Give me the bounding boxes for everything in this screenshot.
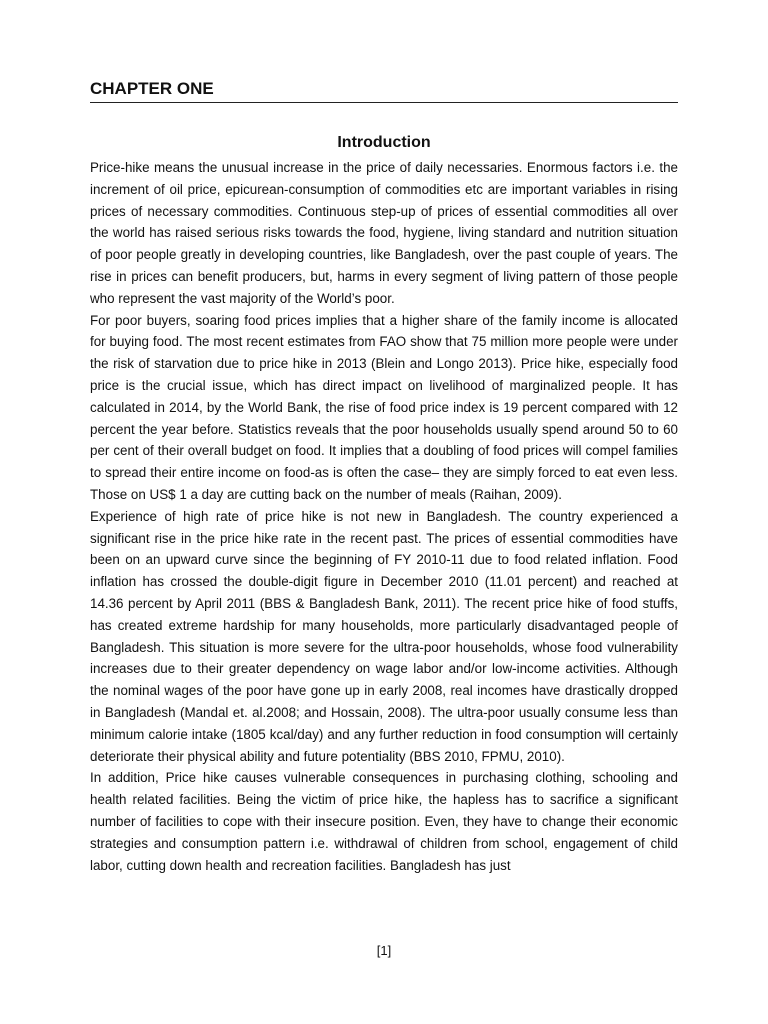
- paragraph-vulnerable-consequences: In addition, Price hike causes vulnerable consequences in purchasing clothing, schooling and health related facilities. Being the victim of price hike, the hapless has to sacrifice a significant number of facilities to cope with their insecure position. Even, they have to change their economic strategies and consumption pattern i.e. withdrawal of children from school, engagement of child labor, cutting down health and recreation facilities. Bangladesh has just: [90, 770, 678, 873]
- section-title: Introduction: [337, 134, 431, 151]
- chapter-heading: CHAPTER ONE: [90, 78, 678, 103]
- paragraph-price-hike-definition: Price-hike means the unusual increase in the price of daily necessaries. Enormous factors i.e. the increment of oil price, epicurean-consumption of commodities etc are important variables in rising prices of necessary commodities. Continuous step-up of prices of essential commodities all over the world has raised serious risks towards the food, hygiene, living standard and nutrition situation of poor people greatly in developing countries, like Bangladesh, over the past couple of years. The rise in prices can benefit producers, but, harms in every segment of living pattern of those people who represent the vast majority of the World’s poor.: [90, 160, 678, 306]
- paragraph-bangladesh-experience: Experience of high rate of price hike is not new in Bangladesh. The country experienced a significant rise in the price hike rate in the recent past. The prices of essential commodities have been on an upward curve since the beginning of FY 2010-11 due to food related inflation. Food inflation has crossed the double-digit figure in December 2010 (11.01 percent) and reached at 14.36 percent by April 2011 (BBS & Bangladesh Bank, 2011). The recent price hike of food stuffs, has created extreme hardship for many households, more particularly disadvantaged people of Bangladesh. This situation is more severe for the ultra-poor households, whose food vulnerability increases due to their greater dependency on wage labor and/or low-income activities. Although the nominal wages of the poor have gone up in early 2008, real incomes have drastically dropped in Bangladesh (Mandal et. al.2008; and Hossain, 2008). The ultra-poor usually consume less than minimum calorie intake (1805 kcal/day) and any further reduction in food consumption will certainly deteriorate their physical ability and future potentiality (BBS 2010, FPMU, 2010).: [90, 508, 678, 764]
- page-number: [1]: [376, 943, 392, 958]
- body-text: [90, 157, 678, 876]
- paragraph-poor-buyers: For poor buyers, soaring food prices implies that a higher share of the family income is allocated for buying food. The most recent estimates from FAO show that 75 million more people were under the risk of starvation due to price hike in 2013 (Blein and Longo 2013). Price hike, especially food price is the crucial issue, which has direct impact on livelihood of marginalized people. It has calculated in 2014, by the World Bank, the rise of food price index is 19 percent compared with 12 percent the year before. Statistics reveals that the poor households usually spend around 50 to 60 per cent of their overall budget on food. It implies that a doubling of food prices will compel families to spread their entire income on food-as is often the case– they are simply forced to eat even less. Those on US$ 1 a day are cutting back on the number of meals (Raihan, 2009).: [90, 312, 678, 502]
